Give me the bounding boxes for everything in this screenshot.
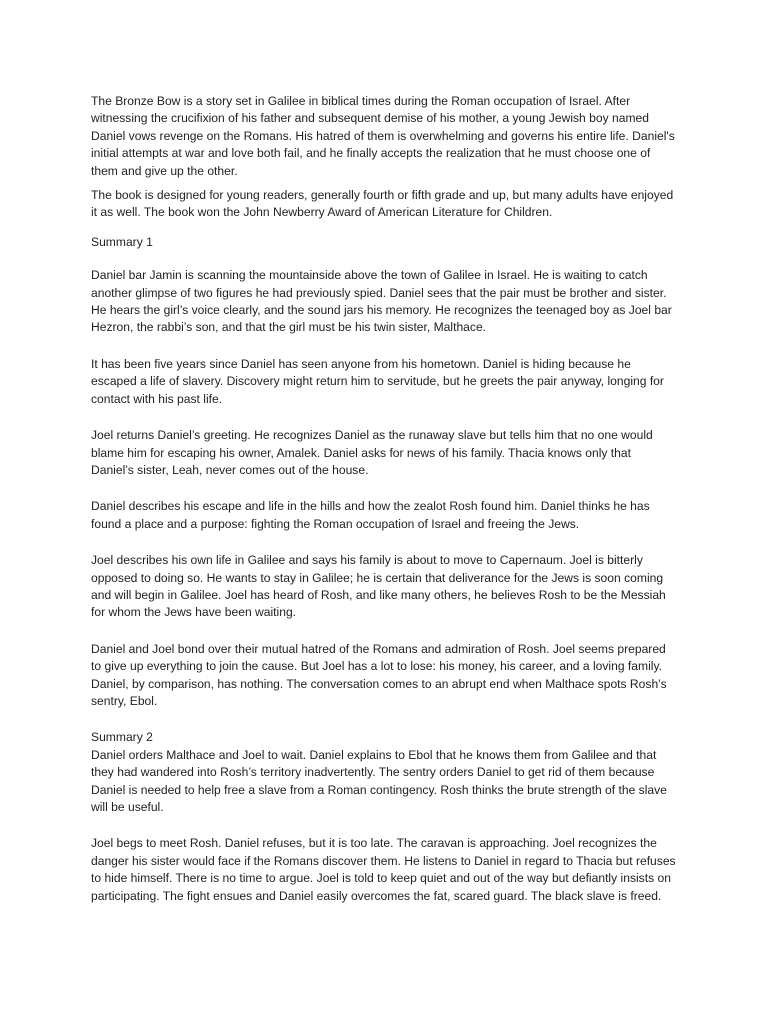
summary-paragraph: Joel describes his own life in Galilee and says his family is about to move to Capernaum. Joel is bitterly opposed to doing so. He wants to stay in Galilee; he is certain that deliverance for the Jews is soon coming and will begin in Galilee. Joel has heard of Rosh, and like many others, he believes Rosh to be the Messiah for whom the Jews have been waiting.: [91, 553, 666, 620]
summary-paragraph: Joel begs to meet Rosh. Daniel refuses, but it is too late. The caravan is approaching. Joel recognizes the danger his sister would face if the Romans discover them. He listens to Daniel in regard to Thacia but refuses to hide himself. There is no time to argue. Joel is told to keep quiet and out of the way but defiantly insists on participating. The fight ensues and Daniel easily overcomes the fat, scared guard. The black slave is freed.: [91, 836, 676, 903]
summary-paragraph: Daniel and Joel bond over their mutual hatred of the Romans and admiration of Rosh. Joel seems prepared to give up everything to join the cause. But Joel has a lot to lose: his money, his career, and a loving family. Daniel, by comparison, has nothing. The conversation comes to an abrupt end when Malthace spots Rosh’s sentry, Ebol.: [91, 641, 667, 708]
book-info-paragraph: The book is designed for young readers, generally fourth or fifth grade and up, but many adults have enjoyed it as well. The book won the John Newberry Award of American Literature for Children.: [91, 188, 674, 220]
summary-2-heading: Summary 2: [91, 730, 153, 745]
intro-paragraph: The Bronze Bow is a story set in Galilee in biblical times during the Roman occupation of Israel. After witnessing the crucifixion of his father and subsequent demise of his mother, a young Jewish boy named Daniel vows revenge on the Romans. His hatred of them is overwhelming and governs his entire life. Daniel's initial attempts at war and love both fail, and he finally accepts the realization that he must choose one of them and give up the other.: [91, 94, 675, 178]
summary-1-heading: Summary 1: [91, 234, 153, 249]
summary-paragraph: Daniel orders Malthace and Joel to wait. Daniel explains to Ebol that he knows them from Galilee and that they had wandered into Rosh’s territory inadvertently. The sentry orders Daniel to get rid of them because Daniel is needed to help free a slave from a Roman contingency. Rosh thinks the brute strength of the slave will be useful.: [91, 747, 667, 814]
document-page: [91, 93, 677, 905]
summary-paragraph: It has been five years since Daniel has seen anyone from his hometown. Daniel is hiding because he escaped a life of slavery. Discovery might return him to servitude, but he greets the pair anyway, longing for contact with his past life.: [91, 356, 664, 406]
summary-paragraph: Joel returns Daniel’s greeting. He recognizes Daniel as the runaway slave but tells him that no one would blame him for escaping his owner, Amalek. Daniel asks for news of his family. Thacia knows only that Daniel’s sister, Leah, never comes out of the house.: [91, 428, 653, 477]
summary-paragraph: Daniel describes his escape and life in the hills and how the zealot Rosh found him. Daniel thinks he has found a place and a purpose: fighting the Roman occupation of Israel and freeing the Jews.: [91, 499, 650, 531]
summary-paragraph: Daniel bar Jamin is scanning the mountainside above the town of Galilee in Israel. He is waiting to catch another glimpse of two figures he had previously spied. Daniel sees that the pair must be brother and sister. He hears the girl’s voice clearly, and the sound jars his memory. He recognizes the teenaged boy as Joel bar Hezron, the rabbi’s son, and that the girl must be his twin sister, Malthace.: [91, 268, 672, 335]
